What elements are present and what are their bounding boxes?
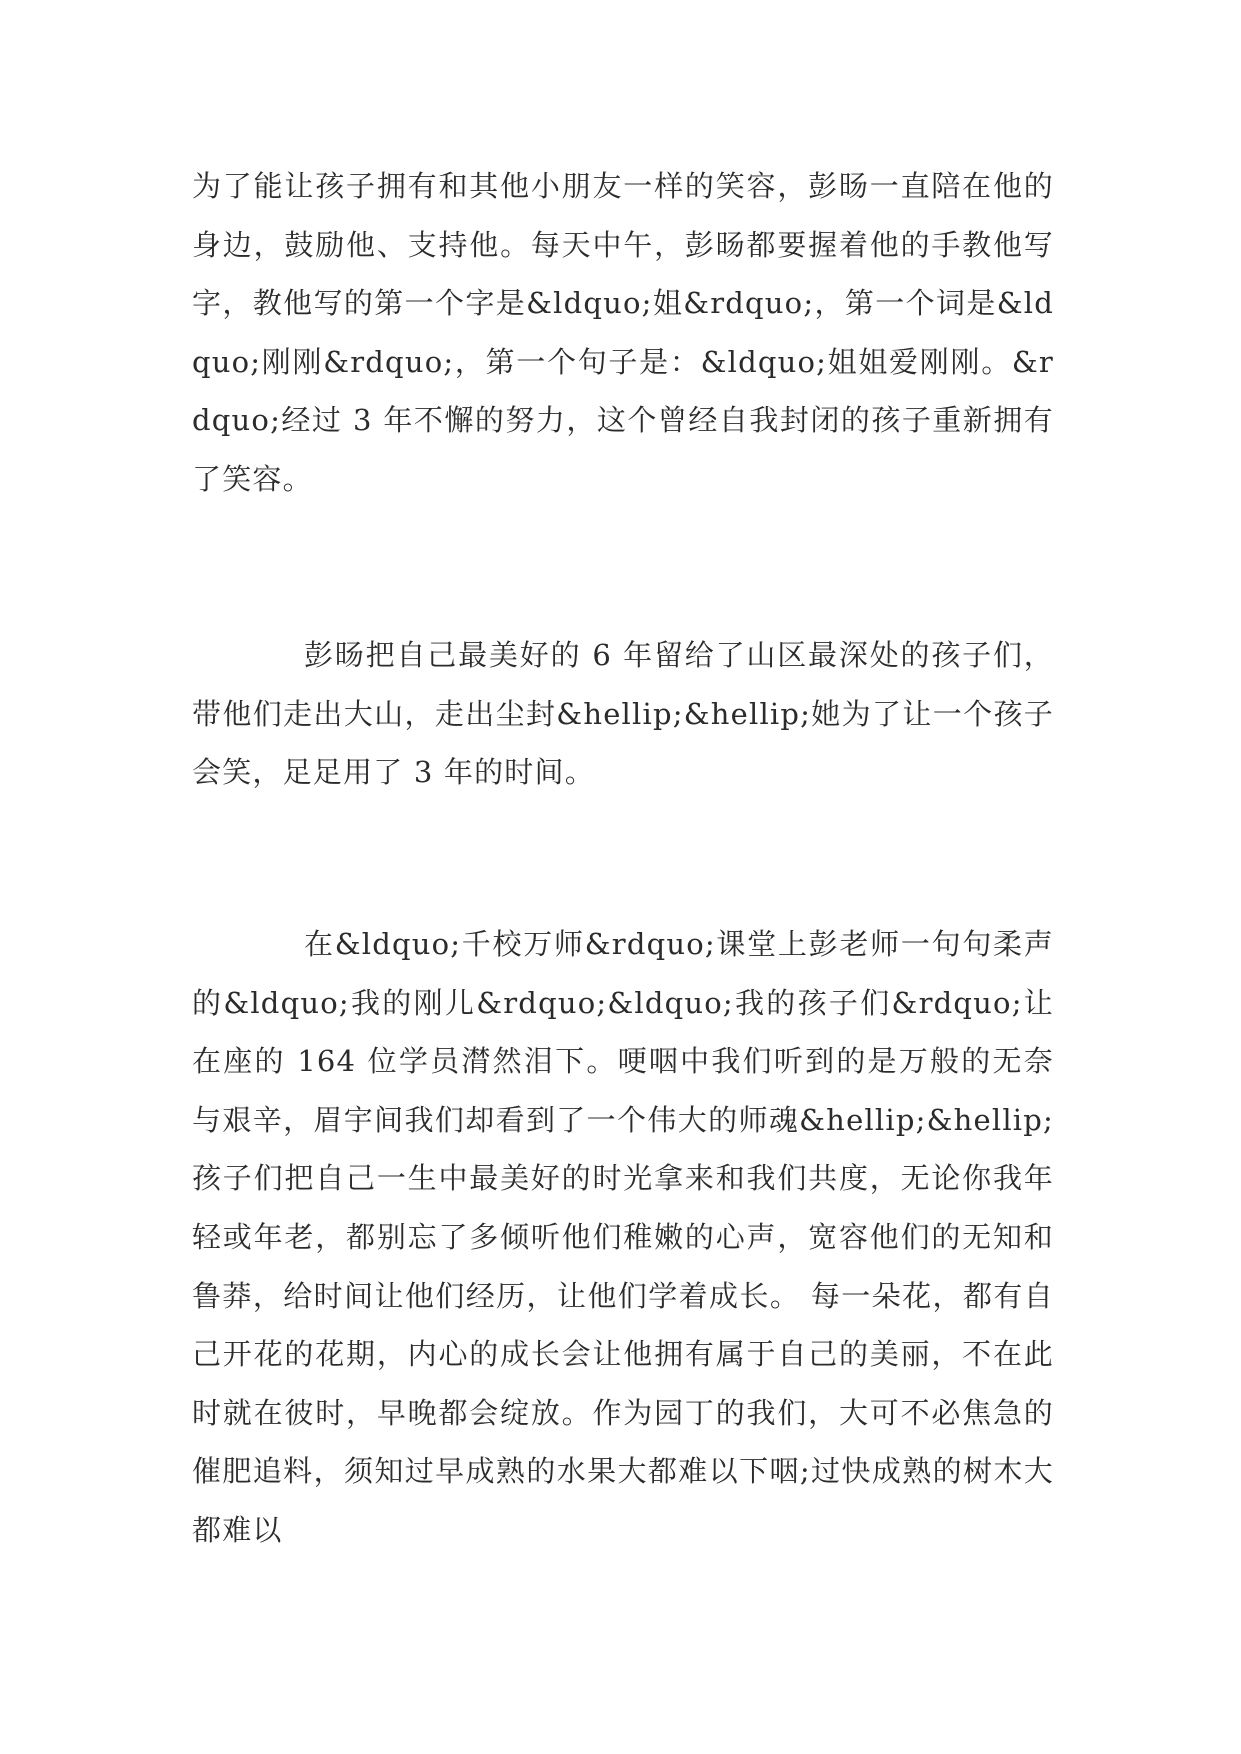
paragraph-1: 为了能让孩子拥有和其他小朋友一样的笑容，彭旸一直陪在他的身边，鼓励他、支持他。每天中午，彭旸都要握着他的手教他写字，教他写的第一个字是&ldquo;姐&rdquo;，第一个词是&ldquo;刚刚&rdquo;，第一个句子是：&ldquo;姐姐爱刚刚。&rdquo;经过 3 年不懈的努力，这个曾经自我封闭的孩子重新拥有了笑容。 [192,169,1054,496]
paragraph-2: 彭旸把自己最美好的 6 年留给了山区最深处的孩子们，带他们走出大山，走出尘封&hellip;&hellip;她为了让一个孩子会笑，足足用了 3 年的时间。 [192,638,1054,790]
paragraph-3: 在&ldquo;千校万师&rdquo;课堂上彭老师一句句柔声的&ldquo;我的刚儿&rdquo;&ldquo;我的孩子们&rdquo;让在座的 164 位学员潸然泪下。哽咽中我们听到的是万般的无奈与艰辛，眉宇间我们却看到了一个伟大的师魂&hellip;&hellip;孩子们把自己一生中最美好的时光拿来和我们共度，无论你我年轻或年老，都别忘了多倾听他们稚嫩的心声，宽容他们的无知和鲁莽，给时间让他们经历，让他们学着成长。 每一朵花，都有自己开花的花期，内心的成长会让他拥有属于自己的美丽，不在此时就在彼时，早晚都会绽放。作为园丁的我们，大可不必焦急的催肥追料，须知过早成熟的水果大都难以下咽;过快成熟的树木大都难以 [192,927,1054,1547]
